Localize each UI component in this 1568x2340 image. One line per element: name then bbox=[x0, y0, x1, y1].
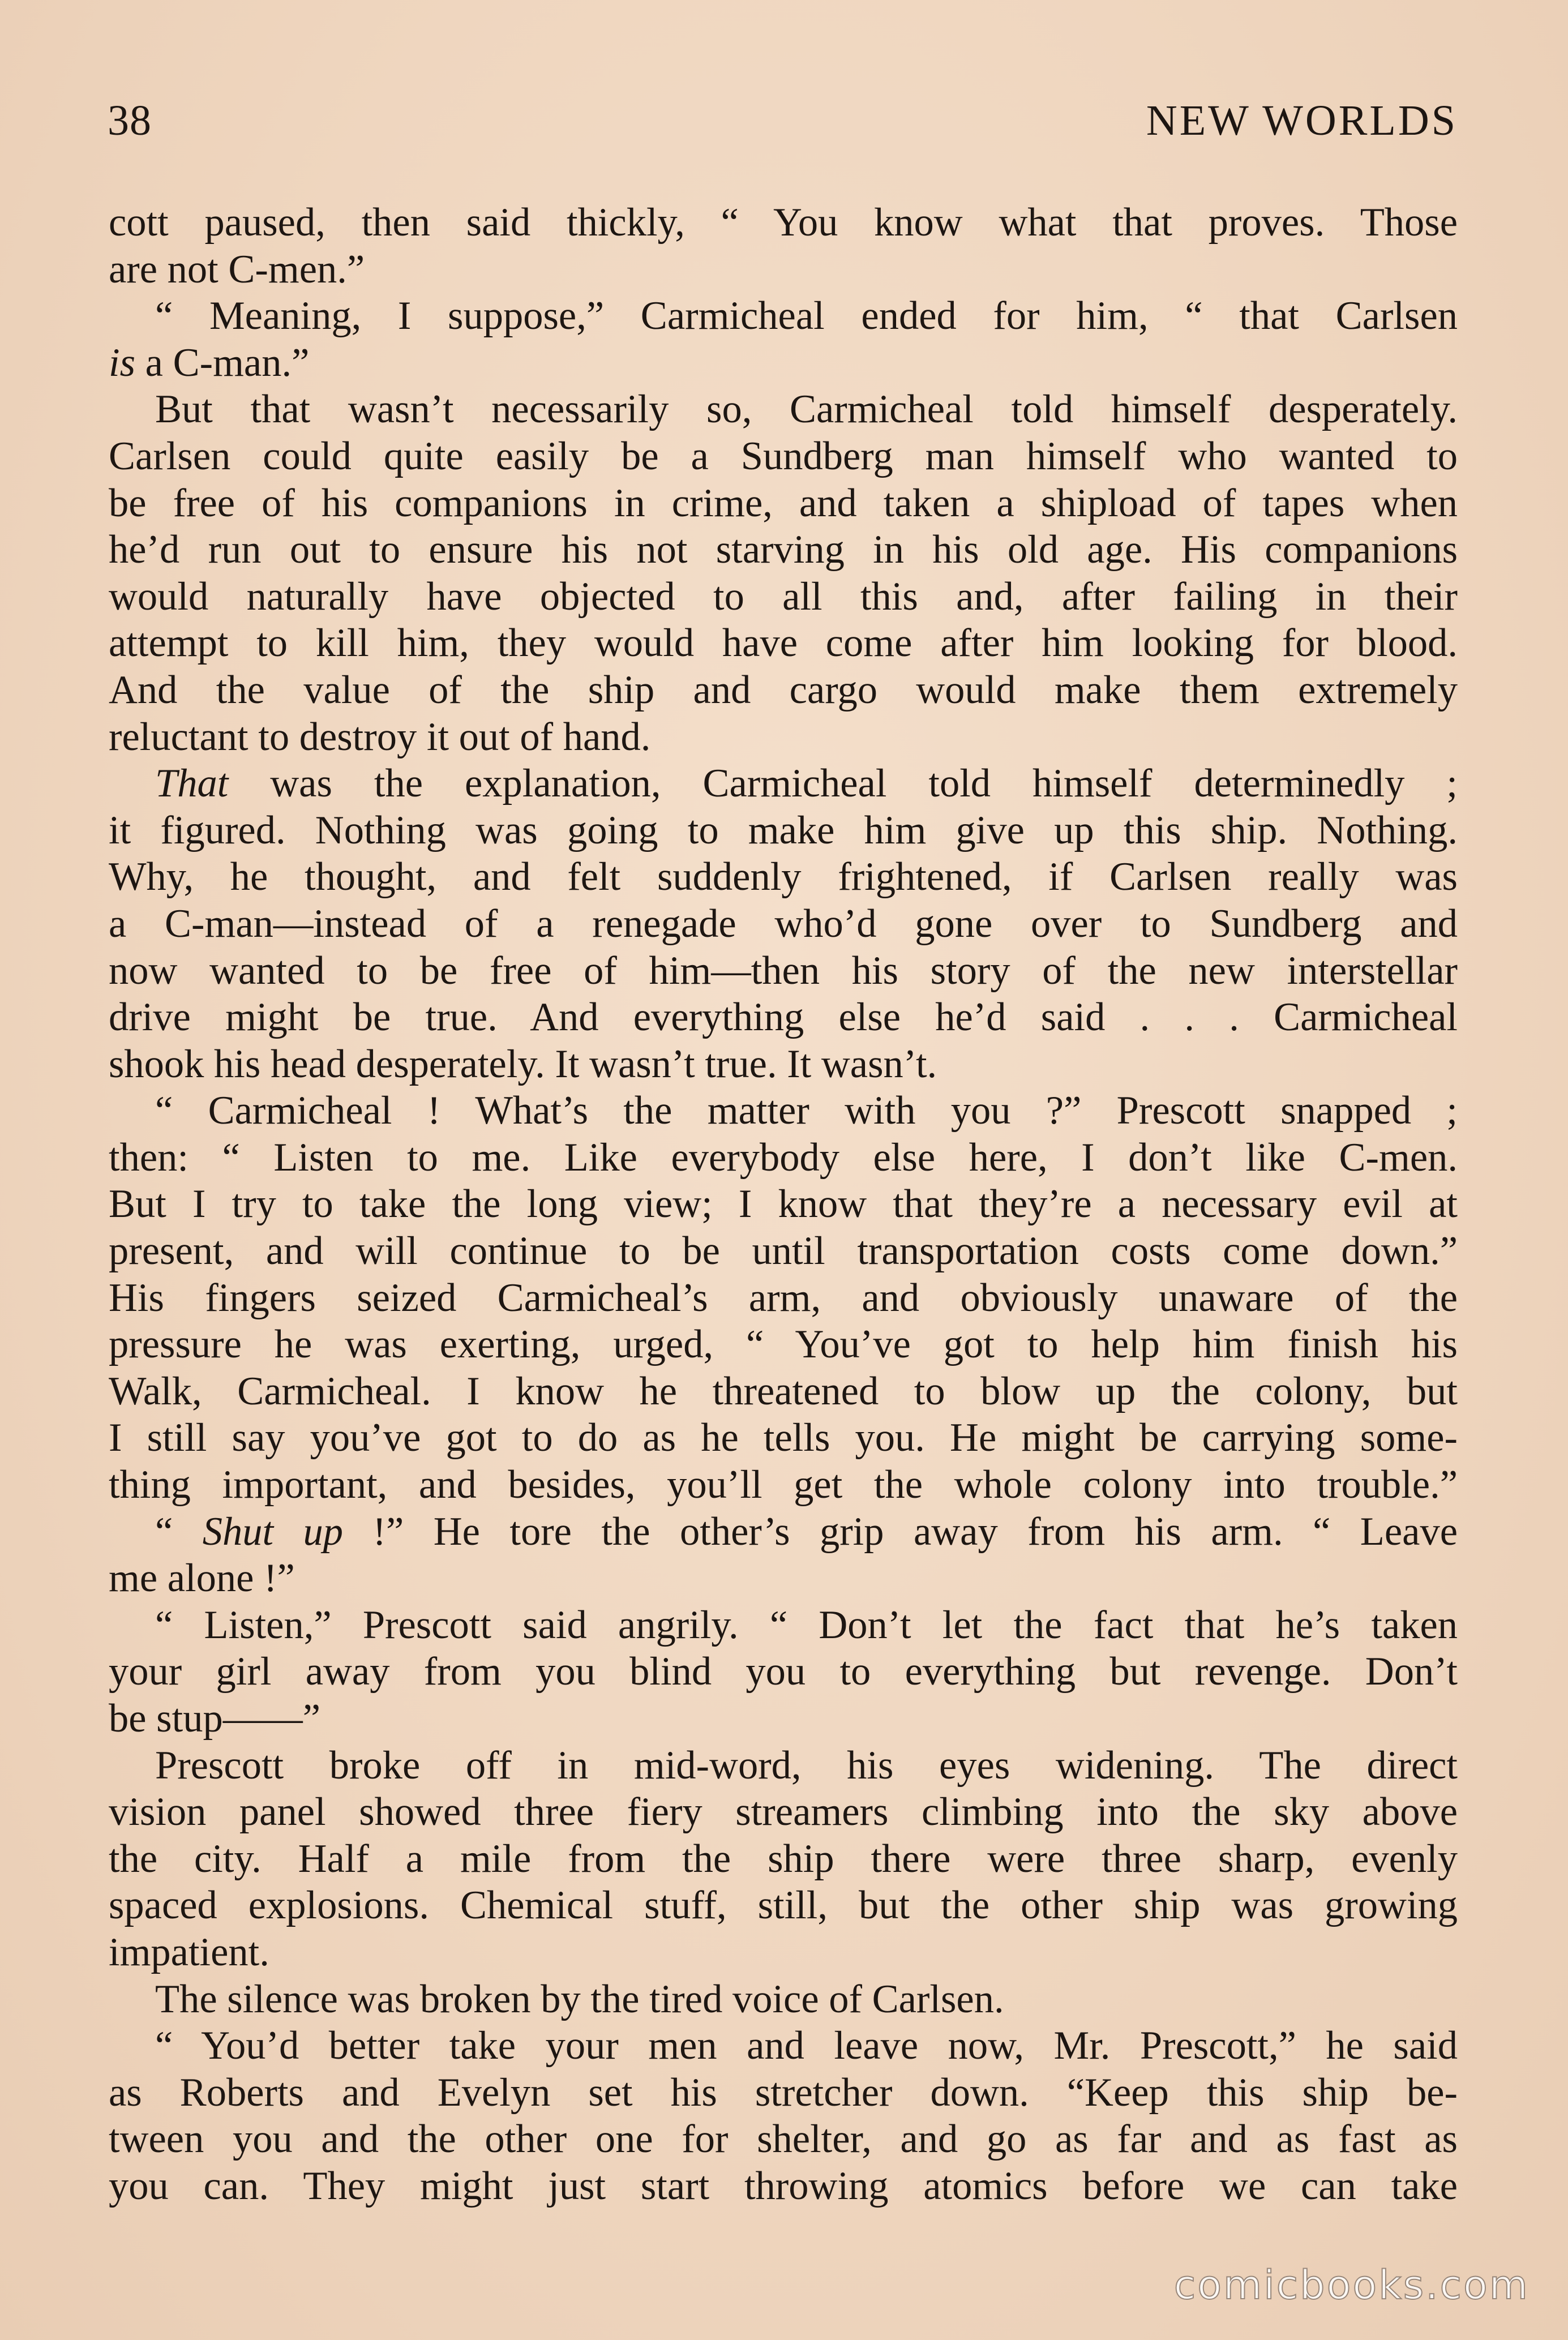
text-line: thing important, and besides, you’ll get the whole colony into trouble.” bbox=[109, 1463, 1458, 1507]
page-header bbox=[108, 96, 1458, 158]
text-line: impatient. bbox=[109, 1930, 269, 1974]
text-segment: a C-man.” bbox=[135, 340, 310, 385]
text-line: Prescott broke off in mid-word, his eyes widening. The direct bbox=[155, 1743, 1458, 1788]
text-line: But that wasn’t necessarily so, Carmicheal told himself desperately. bbox=[155, 387, 1458, 432]
text-line bbox=[109, 760, 1458, 807]
text-line: Walk, Carmicheal. I know he threatened to blow up the colony, but bbox=[109, 1369, 1458, 1413]
text-line: me alone !” bbox=[109, 1556, 295, 1601]
text-line: tween you and the other one for shelter, and go as far and as fast as bbox=[109, 2117, 1458, 2162]
text-line: The silence was broken by the tired voice of Carlsen. bbox=[155, 1977, 1004, 2021]
italic-text: is bbox=[109, 340, 136, 385]
text-line: be stup——” bbox=[109, 1696, 320, 1741]
text-line: vision panel showed three fiery streamers climbing into the sky above bbox=[109, 1790, 1458, 1835]
text-line: spaced explosions. Chemical stuff, still, but the other ship was growing bbox=[109, 1883, 1458, 1928]
italic-text: That bbox=[155, 761, 229, 806]
text-line: a C-man—instead of a renegade who’d gone over to Sundberg and bbox=[109, 901, 1458, 946]
text-line: And the value of the ship and cargo would make them extremely bbox=[109, 667, 1458, 712]
text-line: reluctant to destroy it out of hand. bbox=[109, 714, 651, 759]
text-segment: !” He tore the other’s grip away from his arm. “ Leave bbox=[343, 1509, 1458, 1554]
text-line bbox=[109, 340, 1458, 387]
text-line: “ Carmicheal ! What’s the matter with you ?” Prescott snapped ; bbox=[155, 1088, 1458, 1133]
watermark: comicbooks.com bbox=[1173, 2262, 1530, 2308]
text-line: he’d run out to ensure his not starving in his old age. His companions bbox=[109, 528, 1458, 572]
running-title: NEW WORLDS bbox=[1146, 97, 1458, 144]
text-line: attempt to kill him, they would have come after him looking for blood. bbox=[109, 621, 1458, 666]
text-segment: “ bbox=[155, 1509, 203, 1554]
text-line: I still say you’ve got to do as he tells you. He might be carrying some- bbox=[109, 1416, 1458, 1460]
italic-text: Shut up bbox=[202, 1509, 344, 1554]
text-line: His fingers seized Carmicheal’s arm, and obviously unaware of the bbox=[109, 1275, 1458, 1320]
text-line bbox=[109, 1508, 1458, 1555]
text-line: your girl away from you blind you to everything but revenge. Don’t bbox=[109, 1649, 1458, 1694]
text-line: pressure he was exerting, urged, “ You’ve got to help him finish his bbox=[109, 1322, 1458, 1367]
text-line: as Roberts and Evelyn set his stretcher down. “Keep this ship be- bbox=[109, 2070, 1458, 2115]
text-line: it figured. Nothing was going to make him give up this ship. Nothing. bbox=[109, 808, 1458, 852]
body-text bbox=[109, 199, 1458, 2210]
text-line: be free of his companions in crime, and taken a shipload of tapes when bbox=[109, 481, 1458, 525]
text-line: are not C-men.” bbox=[109, 247, 365, 292]
text-line: then: “ Listen to me. Like everybody else here, I don’t like C-men. bbox=[109, 1135, 1458, 1180]
text-line: the city. Half a mile from the ship there were three sharp, evenly bbox=[109, 1836, 1458, 1881]
text-line: “ You’d better take your men and leave now, Mr. Prescott,” he said bbox=[155, 2024, 1458, 2068]
text-line: you can. They might just start throwing atomics before we can take bbox=[109, 2163, 1458, 2208]
text-line: But I try to take the long view; I know that they’re a necessary evil at bbox=[109, 1182, 1458, 1227]
text-line: shook his head desperately. It wasn’t true. It wasn’t. bbox=[109, 1042, 937, 1086]
text-line: now wanted to be free of him—then his story of the new interstellar bbox=[109, 948, 1458, 993]
text-line: Carlsen could quite easily be a Sundberg man himself who wanted to bbox=[109, 434, 1458, 478]
text-line: drive might be true. And everything else he’d said . . . Carmicheal bbox=[109, 995, 1458, 1040]
text-line: “ Listen,” Prescott said angrily. “ Don’t let the fact that he’s taken bbox=[155, 1602, 1458, 1647]
text-segment: was the explanation, Carmicheal told himself determinedly ; bbox=[228, 761, 1458, 806]
text-line: would naturally have objected to all this and, after failing in their bbox=[109, 574, 1458, 619]
text-line: Why, he thought, and felt suddenly frightened, if Carlsen really was bbox=[109, 855, 1458, 899]
text-line: present, and will continue to be until transportation costs come down.” bbox=[109, 1229, 1458, 1274]
text-line: “ Meaning, I suppose,” Carmicheal ended for him, “ that Carlsen bbox=[155, 294, 1458, 338]
text-line: cott paused, then said thickly, “ You know what that proves. Those bbox=[109, 200, 1458, 245]
page-number: 38 bbox=[108, 97, 152, 144]
